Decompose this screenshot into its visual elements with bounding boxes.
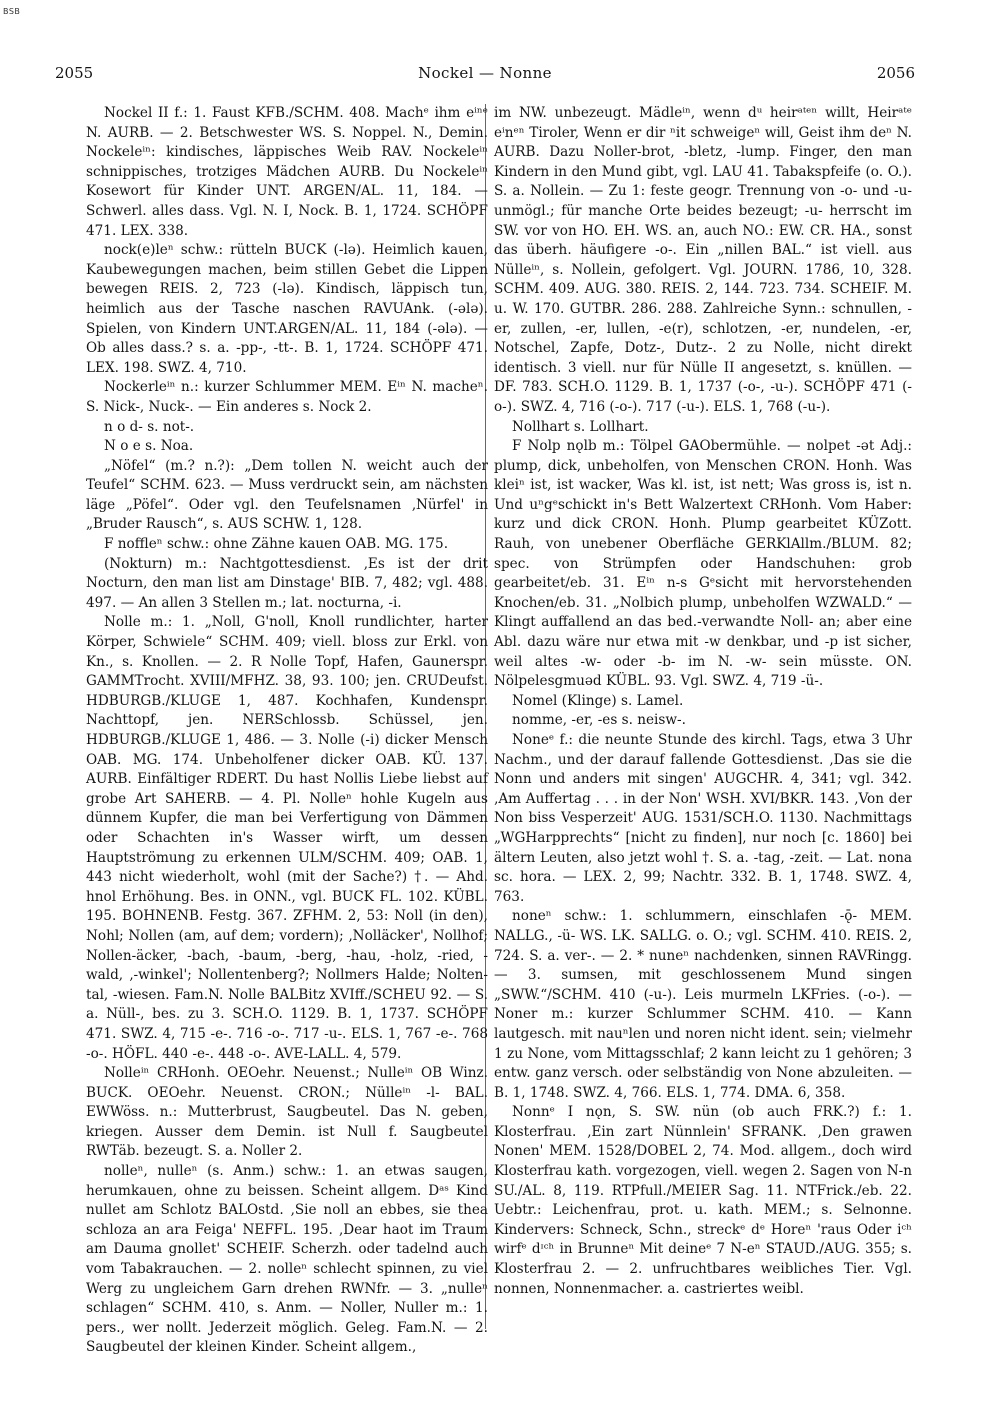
entry-nollen-continued: im NW. unbezeugt. Mädleⁱⁿ, wenn dᵘ heirᵃᵗᵉⁿ willt, Heirᵃᵗᵉ eⁱnᵉⁿ Tiroler, Wenn er dir ⁿit schweigeⁿ will, Geist ihm deⁿ N. AURB. Dazu Noller-brot, -bletz, -lump. Finger, den man Kindern in den Mund gibt, vgl. LAU 41. Tabakspfeife (o. O.). S. a. Nollein. — Zu 1: feste geogr. Trennung von -o- und -u- unmögl.; für manche Orte beides bezeugt; -u- herrscht im SW. vor von HO. EH. WS. an, auch NO.: EW. CR. HA., sonst das überh. häufigere -o-. Ein „nillen BAL.“ ist viell. aus Nülleⁱⁿ, s. Nollein, gefolgert. Vgl. JOURN. 1786, 10, 328. SCHM. 409. AUG. 380. REIS. 2, 144. 723. 734. SCHEIF. M. u. W. 170. GUTBR. 286. 288. Zahlreiche Synn.: schnullen, -er, zullen, -er, lullen, -e(r), schlotzen, -er, nundelen, -er, Notschel, Zapfe, Dotz-, Dutz-. 2 zu Nolle, nicht direkt identisch. 3 viell. nur für Nülle II angesetzt, s. knüllen. — DF. 783. SCH.O. 1129. B. 1, 1737 (-o-, -u-). SCHÖPF 471 (-o-). SWZ. 4, 716 (-o-). 717 (-u-). ELS. 1, 768 (-u-). xyxy=(494,105,912,415)
entry-nolp: F Nolp nǫlb m.: Tölpel GAObermühle. — nolpet -ət Adj.: plump, dick, unbeholfen, von Menschen CRON. Honh. Was kleiⁿ ist, ist wacker, Was kl. ist, ist nett; Was gross is, ist n. Und uⁿgᵉschickt in's Bett Walzertext CRHonh. Vom Haber: kurz und dick CRON. Honh. Plump gearbeitet KÜZott. Rauh, von unebener Oberfläche GERKlAllm./BLUM. 82; spec. von Strümpfen oder Handschuhen: grob gearbeitet/eb. 31. Eⁱⁿ n-s Gᵉsicht mit hervorstehenden Knochen/eb. 31. „Nolbich plump, unbeholfen WZWALD.“ — Klingt auffallend an das bed.-verwandte Noll- an; aber eine Abl. dazu wäre nur etwa mit -w denkbar, und -p ist sicher, weil altes -w- oder -b- im N. -w- sein müsste. ON. Nölpelesgmuəd KÜBL. 93. Vgl. SWZ. 4, 719 -ü-. xyxy=(494,438,912,690)
entry-nonen: noneⁿ schw.: 1. schlummern, einschlafen -ǭ- MEM. NALLG., -ü- WS. LK. SALLG. o. O.; vgl. SCHM. 410. REIS. 2, 724. S. a. ver-. — 2. * nuneⁿ nachdenken, sinnen RAVRingg. — 3. sumsen, mit geschlossenem Mund singen „SWW.“/SCHM. 410 (-u-). Leis murmeln LKFries. (-o-). — Noner m.: kurzer Schlummer SCHM. 410. — Kann lautgesch. mit nauⁿlen und noren nicht ident. sein; vielmehr 1 zu None, vom Mittagsschlaf; 2 kann leicht zu 1 gehören; 3 entw. ganz versch. oder selbständig von None abzuleiten. — B. 1, 1748. SWZ. 4, 766. ELS. 1, 774. DMA. 6, 358. xyxy=(494,908,912,1101)
entry-nollen: nolleⁿ, nulleⁿ (s. Anm.) schw.: 1. an etwas saugen, herumkauen, ohne zu beissen. Scheint allgem. Dᵃˢ Kind nullet am Schlotz BALOstd. ‚Sie noll an ebbes, sie thea schloza an ara Feiga' NEFFL. 195. ‚Dear haot im Traum am Dauma gnollet' SCHEIF. Scherzh. oder tadelnd auch vom Tabakrauchen. — 2. nolleⁿ schlecht spinnen, zu viel Werg zu ungleichem Garn drehen RWNfr. — 3. „nulleⁿ schlagen“ SCHM. 410, s. Anm. — Noller, Nuller m.: 1. pers., wer nollt. Jederzeit möglich. Geleg. Fam.N. — 2. Saugbeutel der kleinen Kinder. Scheint allgem., xyxy=(86,1163,488,1356)
entry-nonne: Nonnᵉ I nǫn, S. SW. nün (ob auch FRK.?) f.: 1. Klosterfrau. ‚Ein zart Nünnlein' SFRANK. ‚Den grawen Nonen' MEM. 1528/DOBEL 2, 74. Mod. allgem., doch wird Klosterfrau kath. vorgezogen, viell. wegen 2. Sagen von N-n SU./AL. 8, 119. RTPfull./MEIER Sag. 11. NTFrick./eb. 22. Uebtr.: Leichenfrau, prot. u. kath. MEM.; s. Selnonne. Kindervers: Schneck, Schn., streckᵉ dᵉ Horeⁿ 'raus Oder iᶜʰ wirfᵉ dᶦᶜʰ in Brunneⁿ Mit deineᵉ 7 N-eⁿ STAUD./AUG. 355; s. Klosterfrau 2. — 2. unfruchtbares weibliches Tier. Vgl. nonnen, Nonnenmacher. a. castriertes weibl. xyxy=(494,1104,912,1297)
entry-nokturn: (Nokturn) m.: Nachtgottesdienst. ‚Es ist der drit Nocturn, den man list am Dinstage' BIB. 7, 482; vgl. 488. 497. — An allen 3 Stellen m.; lat. nocturna, -i. xyxy=(86,555,488,611)
page-number-right: 2056 xyxy=(876,64,915,82)
entry-nollhart: Nollhart s. Lollhart. xyxy=(512,418,649,435)
entry-nockerlein: Nockerleⁱⁿ n.: kurzer Schlummer MEM. Eⁱⁿ N. macheⁿ. S. Nick-, Nuck-. — Ein anderes s. Nock 2. xyxy=(86,379,488,415)
right-column xyxy=(494,104,912,1339)
left-column xyxy=(86,104,488,1356)
entry-nomme: nomme, -er, -es s. neisw-. xyxy=(512,712,686,729)
running-title: Nockel — Nonne xyxy=(418,64,552,82)
entry-none: Noneᵉ f.: die neunte Stunde des kirchl. Tags, etwa 3 Uhr Nachm., und der darauf fallende Gottesdienst. ‚Das sie die Nonn und anders mit singen' AUGCHR. 4, 341; vgl. 342. ‚Am Auffertag . . . in der Non' WSH. XVI/BKR. 143. ‚Von der Non biss Vesperzeit' AUG. 1531/SCH.O. 1130. Nachmittags „WGHarpprechts“ [nicht zu finden], nur noch [c. 1860] bei ältern Leuten, also jetzt wohl †. S. a. -tag, -zeit. — Lat. nona sc. hora. — LEX. 2, 99; Nachtr. 332. B. 1, 1748. SWZ. 4, 763. xyxy=(494,732,912,905)
library-stamp: BSB xyxy=(3,7,21,16)
entry-nomel: Nomel (Klinge) s. Lamel. xyxy=(512,692,684,709)
entry-nolle: Nolle m.: 1. „Noll, G'noll, Knoll rundlichter, harter Körper, Schwiele“ SCHM. 409; viell. bloss zur Erkl. von Kn., s. Knollen. — 2. R Nolle Topf, Hafen, Gaunerspr. GAMMTrocht. XVIII/MFHZ. 38, 93. 100; jen. CRUDeufst. HDBURGB./KLUGE 1, 487. Kochhafen, Kundenspr. Nachttopf, jen. NERSchlossb. Schüssel, jen. HDBURGB./KLUGE 1, 486. — 3. Nolle (-i) dicker Mensch OAB. MG. 174. Unbeholfener dicker OAB. KÜ. 137. AURB. Einfältiger RDERT. Du hast Nollis Liebe liebst auf grobe Art SAHERB. — 4. Pl. Nolleⁿ hohle Kugeln aus dünnem Kupfer, die man bei Verfertigung von Dämmen oder Schachten in's Wasser wirft, um dessen Hauptströmung zu erkennen ULM/SCHM. 409; OAB. 1, 443 nicht wiederholt, wohl (mit der Sache?) †. — Ahd. hnol Erhöhung. Bes. in ONN., vgl. BUCK FL. 102. KÜBL. 195. BOHNENB. Festg. 367. ZFHM. 2, 53: Noll (in den), Nohl; Nollen (am, auf dem; vordern); ‚Nolläcker', Nollhof; Nollen-äcker, -bach, -baum, -berg, -hau, -holz, -ried, -wald, ‚-winkel'; Nollentenberg?; Nollmers Halde; Nolten-tal, -wiesen. Fam.N. Nolle BALBitz XVIff./SCHEU 92. — S. a. Nüll-, bes. zu 3. SCH.O. 1129. B. 1, 1737. SCHÖPF 471. SWZ. 4, 715 -e-. 716 -o-. 717 -u-. ELS. 1, 767 -e-. 768 -o-. HÖFL. 440 -e-. 448 -o-. AVE-LALL. 4, 579. xyxy=(86,614,488,1062)
page-header xyxy=(55,64,915,86)
entry-nockel: Nockel II f.: 1. Faust KFB./SCHM. 408. Machᵉ ihm eⁱⁿᵉ N. AURB. — 2. Betschwester WS. S. Noppel. N., Demin. Nockeleⁱⁿ: kindisches, läppisches Weib RAV. Nockeleⁱⁿ schnippisches, trotziges Mädchen AURB. Du Nockeleⁱⁿ Kosewort für Kinder UNT. ARGEN/AL. 11, 184. — Schwerl. alles dass. Vgl. N. I, Nock. B. 1, 1724. SCHÖPF 471. LEX. 338. xyxy=(86,105,488,239)
entry-nod: n o d- s. not-. xyxy=(104,418,195,435)
entry-nockelen: nock(e)leⁿ schw.: rütteln BUCK (-lə). Heimlich kauen, Kaubewegungen machen, beim stillen Gebet die Lippen bewegen REIS. 2, 723 (-lə). Kindisch, läppisch tun, heimlich aus der Tasche naschen RAVUAnk. (-ələ). Spielen, von Kindern UNT.ARGEN/AL. 11, 184 (-ələ). — Ob alles dass.? s. a. -pp-, -tt-. B. 1, 1724. SCHÖPF 471. LEX. 198. SWZ. 4, 710. xyxy=(86,242,488,376)
entry-nofflen: F noffleⁿ schw.: ohne Zähne kauen OAB. MG. 175. xyxy=(104,536,449,553)
entry-nollein: Nolleⁱⁿ CRHonh. OEOehr. Neuenst.; Nulleⁱⁿ OB Winz. BUCK. OEOehr. Neuenst. CRON.; Nülleⁱⁿ -l- BAL. EWWöss. n.: Mutterbrust, Saugbeutel. Das N. geben, kriegen. Ausser dem Demin. ist Null f. Saugbeutel RWTäb. bezeugt. S. a. Noller 2. xyxy=(86,1065,488,1160)
entry-noefel: „Nöfel“ (m.? n.?): „Dem tollen N. weicht auch der Teufel“ SCHM. 623. — Muss verdruckt sein, am nächsten läge „Pöfel“. Oder vgl. den Teufelsnamen ‚Nürfel' in „Bruder Rausch“, s. AUS SCHW. 1, 128. xyxy=(86,457,488,533)
entry-noe: N o e s. Noa. xyxy=(104,438,194,455)
page-number-left: 2055 xyxy=(55,64,94,82)
